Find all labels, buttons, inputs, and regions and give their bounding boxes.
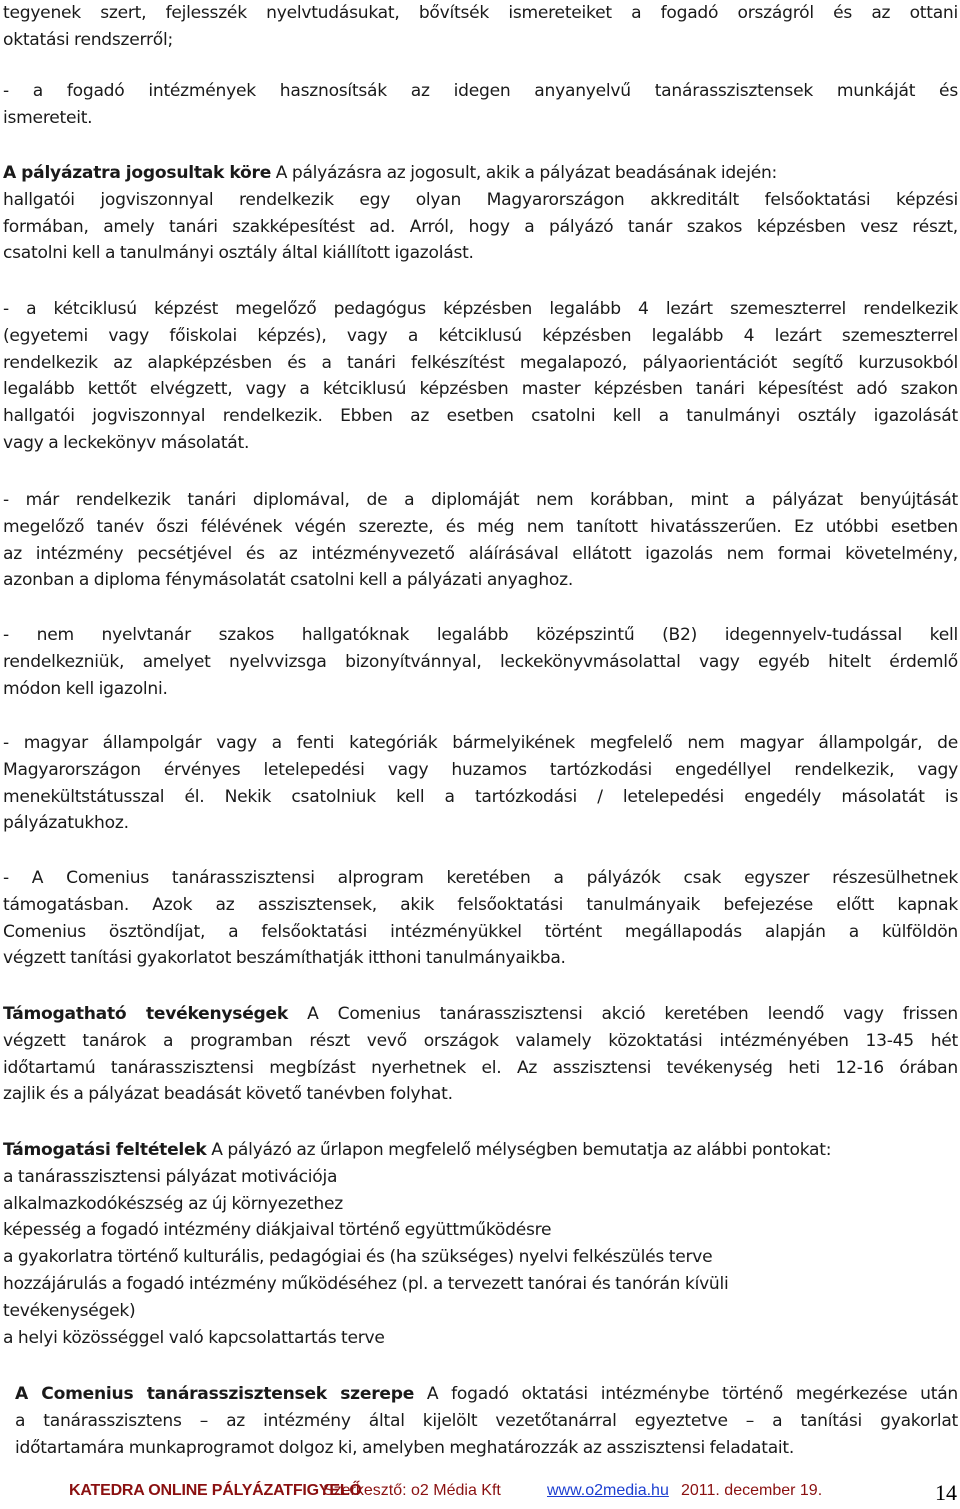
text-line: pályázatukhoz. <box>3 813 129 834</box>
footer-editor: Szerkesztő: o2 Média Kft <box>323 1482 501 1499</box>
two-cycle-paragraph <box>3 296 958 457</box>
footer-date: 2011. december 19. <box>681 1482 823 1499</box>
comenius-once-paragraph <box>3 865 958 972</box>
text-line: - A Comenius tanárasszisztensi alprogram keretében a pályázók csak egyszer részesülhetnek <box>3 868 958 888</box>
text-line: támogatásban. Azok az asszisztensek, akik felsőoktatási tanulmányaik befejezése előtt kapnak <box>3 894 958 915</box>
text-line: Comenius ösztöndíjat, a felsőoktatási intézményükkel történt megállapodás alapján a külföldön <box>3 921 958 942</box>
conditions-paragraph <box>3 1137 958 1351</box>
section-heading: A pályázatra jogosultak köre <box>3 163 272 183</box>
text-line: rendelkezniük, amelyet nyelvvizsga bizonyítvánnyal, leckekönyvmásolattal vagy egyéb hitelt érdemlő <box>3 651 958 672</box>
text-line: ismereteit. <box>3 107 93 128</box>
text-line: menekültstátusszal él. Nekik csatolniuk kell a tartózkodási / letelepedési engedély másolatát is <box>3 786 958 807</box>
footer-brand: KATEDRA ONLINE PÁLYÁZATFIGYELŐ <box>69 1482 362 1499</box>
list-item: képesség a fogadó intézmény diákjaival történő együttműködésre <box>3 1220 552 1241</box>
text-line: Magyarországon érvényes letelepedési vagy huzamos tartózkodási engedéllyel rendelkezik, vagy <box>3 759 958 780</box>
text-line: hallgatói jogviszonnyal rendelkezik egy olyan Magyarországon akkreditált felsőoktatási képzési <box>3 189 958 210</box>
text-line: A fogadó oktatási intézménybe történő megérkezése után <box>426 1384 958 1404</box>
text-line: oktatási rendszerről; <box>3 29 174 50</box>
text-line: azonban a diploma fénymásolatát csatolni kell a pályázati anyaghoz. <box>3 570 574 591</box>
text-line: A Comenius tanárasszisztensi akció keretében leendő vagy frissen <box>307 1004 958 1024</box>
text-line: zajlik és a pályázat beadását követő tanévben folyhat. <box>3 1084 453 1105</box>
text-line: - már rendelkezik tanári diplomával, de a diplomáját nem korábban, mint a pályázat benyújtását <box>3 490 958 510</box>
list-item: a gyakorlatra történő kulturális, pedagógiai és (ha szükséges) nyelvi felkészülés terve <box>3 1247 713 1268</box>
footer-website-link[interactable]: www.o2media.hu <box>547 1482 669 1499</box>
text-line: módon kell igazolni. <box>3 678 168 699</box>
diploma-paragraph <box>3 487 958 594</box>
text-line: legalább kettőt elvégzett, vagy a kétciklusú képzésben master képzésben tanári képesítést adó szakon <box>3 379 958 400</box>
text-line: megelőző tanév őszi félévének végén szerezte, és még nem tanított hivatásszerűen. Ez utóbbi esetben <box>3 516 958 537</box>
text-line: hallgatói jogviszonnyal rendelkezik. Ebben az esetben csatolni kell a tanulmányi osztály igazolását <box>3 406 958 427</box>
text-line: tegyenek szert, fejlesszék nyelvtudásukat, bővítsék ismereteiket a fogadó országról és az ottani <box>3 3 958 23</box>
text-line: a tanárasszisztens – az intézmény által kijelölt vezetőtanárral egyeztetve – a tanítási gyakorlat <box>15 1410 958 1431</box>
role-paragraph <box>15 1381 958 1461</box>
list-item: hozzájárulás a fogadó intézmény működéséhez (pl. a tervezett tanórai és tanórán kívüli <box>3 1273 729 1294</box>
language-paragraph <box>3 622 958 702</box>
host-institution-paragraph <box>3 78 958 132</box>
list-item: tevékenységek) <box>3 1300 136 1321</box>
section-heading: Támogatási feltételek <box>3 1140 207 1160</box>
page-number: 14 <box>935 1480 957 1505</box>
text-line: - magyar állampolgár vagy a fenti kategóriák bármelyikének megfelelő nem magyar állampolgár, de <box>3 733 958 753</box>
text-line: A pályázó az űrlapon megfelelő mélységben bemutatja az alábbi pontokat: <box>211 1140 832 1160</box>
list-item: a tanárasszisztensi pályázat motivációja <box>3 1166 338 1187</box>
citizenship-paragraph <box>3 730 958 837</box>
intro-paragraph <box>3 0 958 54</box>
activities-paragraph <box>3 1001 958 1108</box>
text-line: - nem nyelvtanár szakos hallgatóknak legalább középszintű (B2) idegennyelv-tudással kell <box>3 625 958 645</box>
text-line: csatolni kell a tanulmányi osztály által kiállított igazolást. <box>3 243 474 264</box>
text-line: időtartamára munkaprogramot dolgoz ki, amelyben meghatározzák az asszisztensi feladatait. <box>15 1437 795 1458</box>
text-line: formában, amely tanári szakképesítést ad. Arról, hogy a pályázó tanár szakos képzésben vesz részt, <box>3 216 958 237</box>
eligibility-paragraph <box>3 160 958 267</box>
text-line: az intézmény pecsétjével és az intézményvezető aláírásával ellátott igazolás nem formai követelmény, <box>3 543 958 564</box>
text-line: végzett tanítási gyakorlatot beszámíthatják itthoni tanulmányaikba. <box>3 948 566 969</box>
section-heading: Támogatható tevékenységek <box>3 1004 288 1024</box>
list-item: alkalmazkodókészség az új környezethez <box>3 1193 343 1214</box>
text-line: (egyetemi vagy főiskolai képzés), vagy a kétciklusú képzésben legalább 4 lezárt szemeszterrel <box>3 325 958 346</box>
text-line: időtartamú tanárasszisztensi megbízást nyerhetnek el. Az asszisztensi tevékenység heti 12-16 órában <box>3 1057 958 1078</box>
text-line: végzett tanárok a programban részt vevő országok valamely közoktatási intézményében 13-45 hét <box>3 1030 958 1051</box>
text-line: - a kétciklusú képzést megelőző pedagógus képzésben legalább 4 lezárt szemeszterrel rendelkezik <box>3 299 958 319</box>
section-heading: A Comenius tanárasszisztensek szerepe <box>15 1384 415 1404</box>
text-line: rendelkezik az alapképzésben és a tanári felkészítést megalapozó, pályaorientációt segítő kurzusokból <box>3 352 958 373</box>
text-line: - a fogadó intézmények hasznosítsák az idegen anyanyelvű tanárasszisztensek munkáját és <box>3 81 958 101</box>
text-line: vagy a leckekönyv másolatát. <box>3 432 250 453</box>
page-footer <box>0 1478 960 1508</box>
list-item: a helyi közösséggel való kapcsolattartás terve <box>3 1327 385 1348</box>
text-line: A pályázásra az jogosult, akik a pályázat beadásának idején: <box>275 163 778 183</box>
